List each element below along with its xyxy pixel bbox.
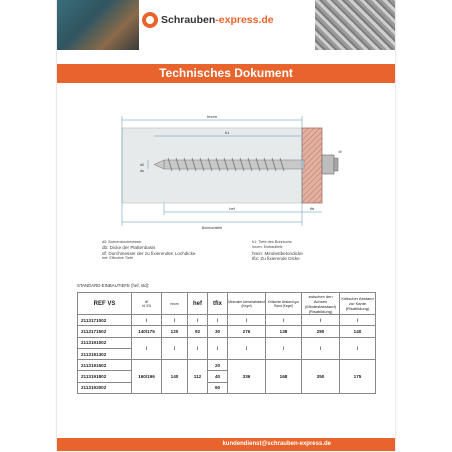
header-tfix: tfix <box>208 293 228 315</box>
document-title: Technisches Dokument <box>159 66 293 80</box>
cell: / <box>188 315 208 326</box>
legend-item: d0: Bohrerdurchmesser <box>102 240 142 244</box>
cell: 280 <box>302 326 340 337</box>
cell: 276 <box>228 326 266 337</box>
header-ref: REF VS <box>78 293 132 315</box>
cell: / <box>228 315 266 326</box>
document-title-banner <box>57 64 395 83</box>
header-between-axes: zwischen den Achsen (Mindestabstand) (Risabildung) <box>302 293 340 315</box>
legend-item: df: Durchmesser der zu fixierenden Lochdicke <box>102 250 196 256</box>
cell: / <box>208 315 228 326</box>
specs-table <box>77 292 376 394</box>
cell: / <box>208 337 228 360</box>
cell: / <box>162 315 188 326</box>
cell: / <box>266 315 302 326</box>
cell: / <box>162 337 188 360</box>
cell-ref: 2113191302 <box>78 348 132 359</box>
label-h1: h1 <box>224 130 230 135</box>
cell: / <box>302 337 340 360</box>
fixture-plate <box>302 128 322 203</box>
cell-ref: 2113191002 <box>78 337 132 348</box>
anchor-drawing <box>102 108 352 233</box>
label-hef: hef <box>229 206 235 211</box>
cell: 350 <box>302 360 340 394</box>
legend-left <box>102 240 195 262</box>
screw-washer <box>334 158 338 171</box>
footer-bar <box>57 438 395 451</box>
legend-item: db: Dicke der Plattenbasis <box>102 245 156 251</box>
cell: 140/175 <box>132 326 162 337</box>
cell: 140 <box>162 360 188 394</box>
label-drill-depth: Bohrlochtiefe <box>201 226 223 230</box>
cell-ref: 2113191802 <box>78 371 132 382</box>
cell: / <box>132 315 162 326</box>
logo-text: Schrauben-express.de <box>161 14 274 26</box>
label-ds: ds <box>140 169 144 173</box>
cell: 140 <box>340 326 376 337</box>
cell: 92 <box>188 326 208 337</box>
cell: 60 <box>208 382 228 393</box>
footer-email-link[interactable]: kundendienst@schrauben-express.de <box>222 441 331 447</box>
table-header-row <box>78 293 376 315</box>
legend-item: hef: Effective Tiefe <box>102 256 134 261</box>
header-hef: hef <box>188 293 208 315</box>
cell: / <box>340 337 376 360</box>
header-photo-tools <box>57 0 139 50</box>
cell: / <box>302 315 340 326</box>
table-row <box>78 326 376 337</box>
cell: / <box>132 337 162 360</box>
cell-ref: 2113191602 <box>78 360 132 371</box>
header-min-axis: Minimaler Achsenabstand (Kegel) <box>228 293 266 315</box>
header-crit-edge-crack: Kritischer Abstand zur Kante (Risabildung) <box>340 293 376 315</box>
cell: 168 <box>266 360 302 394</box>
cell: / <box>188 337 208 360</box>
screw-head <box>322 155 334 174</box>
legend-item: hnom: Einbautiefe <box>252 245 283 250</box>
legend-right <box>252 240 303 262</box>
header-hnom: hnom <box>162 293 188 315</box>
cell: / <box>228 337 266 360</box>
cell: / <box>266 337 302 360</box>
table-row <box>78 315 376 326</box>
table-row <box>78 337 376 348</box>
label-hnom: hnom <box>206 114 218 119</box>
table-row <box>78 360 376 371</box>
cell: 336 <box>228 360 266 394</box>
cell: 138 <box>266 326 302 337</box>
logo-icon <box>142 12 158 28</box>
legend-item: hmin: Mindestbetondicke <box>252 250 303 256</box>
document-page <box>57 0 395 452</box>
cell-ref: 2113192002 <box>78 382 132 393</box>
cell: 112 <box>188 360 208 394</box>
cell-ref: 2113171002 <box>78 315 132 326</box>
cell: 20 <box>208 360 228 371</box>
legend-item: h1: Tiefe des Bohrlochs <box>252 240 292 244</box>
label-tfix: tfix <box>309 207 315 211</box>
header-d0: d0 h1 EN <box>132 293 162 315</box>
legend-item: tfix: Zu fixierende Dicke <box>252 256 300 262</box>
standard-depth-label: STANDARD-EINBAUTIEFE (hef, std): <box>77 283 150 288</box>
label-df: df <box>338 150 342 154</box>
label-d0: d0 <box>140 163 144 167</box>
cell-ref: 2113171502 <box>78 326 132 337</box>
header-photo-screws <box>315 0 395 50</box>
cell: 40 <box>208 371 228 382</box>
cell: 120 <box>162 326 188 337</box>
company-logo[interactable] <box>142 12 274 28</box>
header-crit-edge-cone: Kritischer Abstand gur Rand (Kegel) <box>266 293 302 315</box>
cell: 175 <box>340 360 376 394</box>
cell: 30 <box>208 326 228 337</box>
cell: 160/196 <box>132 360 162 394</box>
cell: / <box>340 315 376 326</box>
